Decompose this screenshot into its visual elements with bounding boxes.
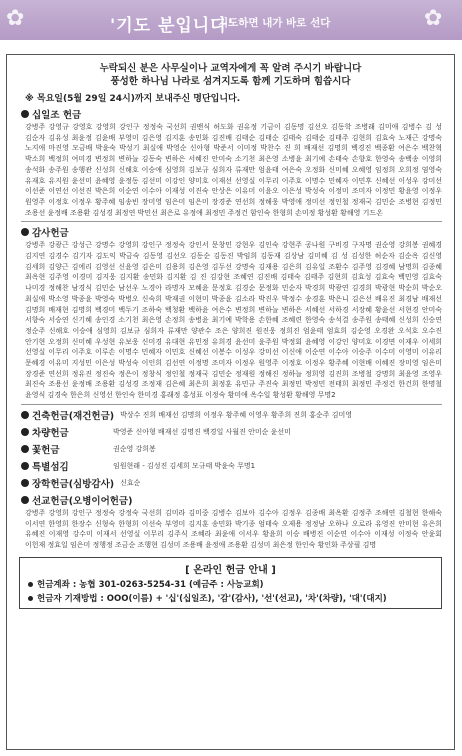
bullet-icon [21, 496, 29, 504]
bullet-icon [21, 462, 29, 470]
section-title: 선교헌금(오병이어헌금) [32, 495, 133, 507]
section-mission [21, 493, 454, 507]
name-list: 박영준 신아형 배재선 김명진 백경일 사월진 안미순 윤선미 [113, 427, 291, 436]
online-title: [ 온라인 헌금 안내 ] [185, 564, 276, 576]
account-label: 헌금계좌 [37, 579, 70, 590]
name-list: 강병주 강광근 강성근 강명수 강영희 강인구 정정숙 강인서 문창민 강현우 김인숙 강현주 공나원 구비경 구자명 권순영 강희봉 권혜경 김지연 김경수 김기자 김도익 박금숙 김동영 김선오 김동순 김동진 박임희 김동재 김상남 김미혜 김 성 김성한 허순자 김순옥 김신영 김세희 김양근 김에리 김영선 신윤영 김은미 김용희 김은영 김두선 강명숙 김재용 김은희 김유일 조환수 김주영 김경혜 남명희 김종혜 최옥현 김주영 이경미 김지웅 김지환 송민화 김지환 김 진 김강현 조혜연 김진배 김태숙 김태주 김현희 김효성 김효숙 백민영 김효숙 나미경 정해찬 남경식 김민순 남선우 노경아 라명자 모혜윤 문정호 김경순 문정화 민순자 박경희 박광연 김경희 박광현 박순희 박순오 최실애 박소영 박종윤 박영숙 박병오 신숙희 박재권 이현미 박종윤 김소라 박진우 박정수 송경훈 박은니 김은선 배유진 최경남 배재선 김명희 배재현 김명희 백경미 백두기 조하숙 백청환 백하윤 여은수 변정희 변하늘 변하은 서혜선 서하경 서장혜 황윤선 서현경 안미숙 서향숙 서승연 신기혜 송인경 소기천 최은영 손정희 송병윤 최기예 박학용 손한혜 조혜련 한영숙 송석결 송주원 송태혜 신성희 신승연 정순주 신해호 이승애 심영희 김보규 심희자 류재만 양관수 조은 양희진 원진웅 정희진 엄윤태 엄효희 김순영 오경완 오석호 오수진 안기현 오정희 신미혜 우성현 유보웅 신미경 유대현 유민정 유희경 윤선미 윤주원 박정회 윤혜영 이강인 양미호 이경면 이재우 이세희 선영실 이무리 이주호 이루손 이명수 민혜자 이민호 신혜선 이봉수 이성우 강미선 이신애 이순연 이수아 이승주 이수미 이영미 이유리 문혜경 이유미 지성민 이은성 박성숙 이인희 김선연 이정명 조미자 이정우 원영주 이정호 이정우 황주혜 이현배 이혜진 장미영 임은미 장경준 연선희 정유진 정진숙 정은이 정창식 정인철 정재국 김민순 정재원 정해진 정하늘 정희영 김진희 조병철 강명희 최윤영 조영우 최진숙 조용선 윤정배 조용환 김성경 조정재 김은혜 최은희 최정훈 유민규 주진숙 최정민 박정민 전태희 최정민 주정건 한건희 한명철 윤영식 김경숙 한은희 신영선 한인숙 한미경 홍래정 홍성표 이정숙 황미애 옥수일 황성환 황해영 무명2 [25, 241, 442, 400]
online-offering-box [19, 557, 442, 609]
section-scholarship [21, 476, 454, 490]
account-value: : 농협 301-0263-5254-31 (예금주 : 사능교회) [72, 579, 264, 590]
bullet-icon [21, 445, 29, 453]
account-row [28, 578, 433, 590]
intro-line-1: 누락되신 분은 사무실이나 교역자에게 꼭 알려 주시기 바랍니다 [99, 63, 362, 74]
section-tithe [21, 107, 454, 121]
flower-icon: ✿ [6, 6, 25, 31]
intro [7, 62, 454, 88]
section-building [21, 408, 454, 422]
section-title: 꽃헌금 [32, 444, 60, 456]
bullet-icon [21, 428, 29, 436]
name-list: 신효순 [120, 478, 141, 487]
name-list: 강병주 강영희 강인구 정정숙 강정숙 국선희 김미라 김미중 김병수 김보아 김수아 김정우 김종배 최옥환 김정주 조해연 김철현 한해숙 이서연 한영희 한장수 신형숙 한형희 이선숙 부영미 김지훈 송민화 박기종 엄태숙 오제용 정정남 오하나 오로라 유영진 안미현 유은희 유혜진 이재영 강수미 이재서 선영실 이무리 김주식 조혜라 최윤애 이서우 황윤희 이승 배병진 이순연 이수아 이재성 이정숙 안윤회 이헌재 정효일 임은미 정행정 조금순 조행현 김성미 조용배 윤정애 조용환 김성미 최은정 한인숙 황인화 주상필 김명 [25, 508, 442, 549]
name-list: 강병주 강영규 강영호 강영희 강인구 정정숙 국선희 권맨식 허도화 권유정 기금이 김동명 김선오 김동학 조병래 김미애 김병수 김 성 김순자 김유성 최윤정 김윤배 부영미 김은영 김지훈 송민화 김진배 김태순 김태순 김태숙 김태순 김태주 김현희 김효숙 노재근 강명숙 노지애 마진영 모금배 박윤숙 박성기 최실애 박영순 신아형 박준서 이미정 박찬수 진 희 배재선 김명희 백경진 백종환 여은수 백찬혁 박소희 백정희 여미경 변정희 변하늘 김동숙 변하은 서혜진 안미숙 소기천 최은영 소병윤 최기예 손태숙 손향호 한영숙 송백송 이영희 송석화 송주원 송행관 신성희 신해호 이승애 심영희 김보규 심희자 류재만 엄윤태 여은숙 오정화 신미혜 오혜영 임정희 오희정 염영숙 유재호 유지원 윤선미 윤혜영 윤정동 김선미 이강인 양미호 이재선 선영실 이무리 이주호 이명수 민혜자 이민후 신혜선 이성우 강미선 이선준 이연선 이선진 박은희 이순연 이수아 이재성 이진숙 안상은 이유미 이윤오 이은성 박성숙 이정미 조미자 이정민 황윤영 이정우 원영주 이정호 이정우 황주혜 임송빈 장미영 임은미 임은미 장경준 연선희 정해웅 박영애 정미선 정인철 정재국 김민순 조병현 김정민 조용선 윤정배 조용환 김성경 최정연 박민선 최은로 유정애 최정민 주정건 함인숙 한형희 손미정 황성환 황해영 기드온 [25, 123, 442, 217]
method-value: : OOO(이름) + '십'(십일조), '감'(감사), '선'(선교), '차'(차량), '대'(대지) [100, 593, 387, 604]
page-title: '기도 분입니다' [110, 16, 234, 36]
flower-icon: ✿ [424, 6, 443, 31]
notice-text: ※ 목요일(5월 29일 24시)까지 보내주신 명단입니다. [25, 94, 241, 104]
page-header [0, 0, 462, 40]
bullet-icon [21, 479, 29, 487]
page-subtitle: 기도하면 내가 바로 선다 [218, 17, 331, 29]
method-label: 헌금자 기재방법 [37, 593, 98, 604]
name-list: 박상수 진희 배재선 김명희 이정우 황주혜 이영우 황주희 진희 홍순주 김미영 [120, 410, 352, 419]
section-title: 차량헌금 [32, 427, 69, 439]
bullet-icon [21, 411, 29, 419]
bullet-icon [21, 228, 29, 236]
section-special [21, 459, 454, 473]
divider [21, 221, 442, 222]
section-vehicle [21, 425, 454, 439]
section-title: 장학헌금(심방감사) [32, 478, 115, 490]
bullet-icon [21, 110, 29, 118]
method-row [28, 592, 433, 604]
section-title: 특별섬김 [32, 461, 69, 473]
section-thanks [21, 225, 454, 239]
bullet-icon [28, 582, 33, 587]
divider [21, 404, 442, 405]
name-list: 임원현래 - 김성진 김세희 모규태 박윤숙 무명1 [113, 461, 256, 470]
section-title: 감사헌금 [32, 228, 69, 240]
offering-list-frame [6, 54, 455, 750]
name-list: 권순영 강희봉 [113, 444, 156, 453]
intro-line-2: 풍성한 하나님 나라로 섬겨지도록 함께 기도하며 힘씁시다 [110, 76, 351, 87]
section-title: 십일조 헌금 [32, 110, 82, 121]
section-title: 건축헌금(재건헌금) [32, 410, 115, 422]
bullet-icon [28, 596, 33, 601]
section-flower [21, 442, 454, 456]
